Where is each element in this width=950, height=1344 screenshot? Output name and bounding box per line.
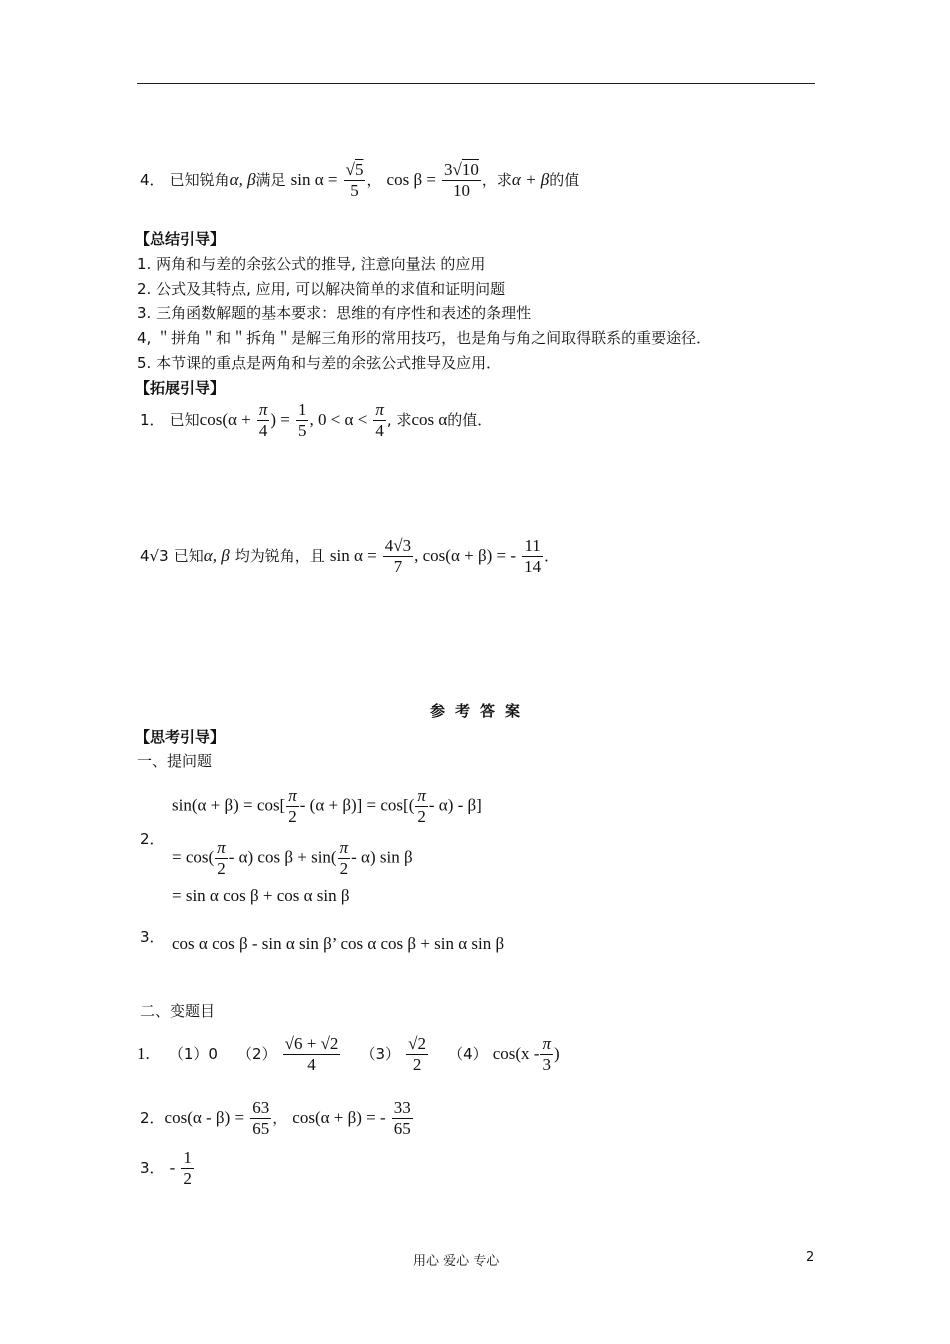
header-rule: [137, 83, 815, 84]
q3-answer: cos α cos β - sin α sin β’ cos α cos β + sin α sin β: [172, 934, 505, 953]
fraction-sqrt2-over-2: $\frac{√2}{2}$: [408, 1034, 426, 1074]
answers-title: 参考答案: [430, 702, 531, 720]
fraction-1-over-2: $\frac{1}{2}$: [183, 1148, 192, 1188]
summary-heading: 【总结引导】: [135, 230, 226, 248]
part-2-label: 二、变题目: [140, 1002, 216, 1020]
fraction-63-over-65: $\frac{63}{65}$: [252, 1098, 270, 1138]
summary-item-5: 5. 本节课的重点是两角和与差的余弦公式推导及应用．: [137, 354, 502, 372]
footer-motto: 用心 爱心 专心: [413, 1254, 500, 1269]
q2-number: 2．: [140, 830, 165, 848]
think-heading: 【思考引导】: [135, 728, 226, 746]
fraction-1-over-5: $\frac{1}{5}$: [297, 400, 307, 440]
cos-expr: cos β =: [386, 170, 436, 189]
problem-number: 4．: [140, 171, 165, 189]
fraction-11-over-14: $\frac{11}{14}$: [524, 536, 542, 576]
fraction-sqrt6-plus-sqrt2-over-4: $\frac{√6 + √2}{4}$: [284, 1034, 339, 1074]
fraction-33-over-65: $\frac{33}{65}$: [393, 1098, 411, 1138]
vars: α, β: [229, 170, 256, 189]
v2-answer: 2．cos(α - β) = $\frac{63}{65}$ ， cos(α + β) = - $\frac{33}{65}$: [140, 1098, 411, 1138]
fraction-4sqrt3-over-7: $\frac{4√3}{7}$: [384, 536, 412, 576]
q2-line-1: sin(α + β) = cos[ $\frac{\pi}{2}$ - (α + β)] = cos[( $\frac{\pi}{2}$ - α) - β]: [172, 786, 482, 826]
v1-answer: 1. （1）0 （2） $\frac{√6 + √2}{4}$ （3） $\frac{√2}{2}$ （4） cos(x - $\frac{\pi}{3}$ ): [137, 1034, 560, 1074]
q2-line-3: = sin α cos β + cos α sin β: [172, 886, 350, 905]
q2-line-2: = cos( $\frac{\pi}{2}$ - α) cos β + sin( $\frac{\pi}{2}$ - α) sin β: [172, 838, 413, 878]
problem-4: 4． 已知锐角α, β满足 sin α = $\frac{√5}{5}$ ， cos β = $\frac{3√10}{10}$ ，求α + β的值: [140, 160, 580, 200]
summary-item-1: 1. 两角和与差的余弦公式的推导, 注意向量法 的应用: [137, 255, 486, 273]
fraction-pi-over-4: $\frac{\pi}{4}$: [258, 400, 268, 440]
extend-problem-1: 1． 已知cos(α + $\frac{\pi}{4}$ ) = $\frac{1}{5}$ , 0 < α < $\frac{\pi}{4}$ , 求cos α的值．: [140, 400, 493, 440]
sin-expr: sin α =: [290, 170, 338, 189]
summary-item-4: 4, ＂拼角＂和＂拆角＂是解三角形的常用技巧，也是角与角之间取得联系的重要途径．: [137, 329, 712, 347]
fraction-sqrt5-over-5: $\frac{√5}{5}$: [345, 160, 364, 200]
part-1-label: 一、提问题: [137, 752, 213, 770]
summary-item-3: 3. 三角函数解题的基本要求：思维的有序性和表述的条理性: [137, 304, 532, 322]
fraction-3sqrt10-over-10: $\frac{3√10}{10}$: [444, 160, 479, 200]
v3-answer: 3． - $\frac{1}{2}$: [140, 1148, 192, 1188]
page-number: 2: [806, 1250, 815, 1265]
extend-heading: 【拓展引导】: [135, 379, 226, 397]
extend-problem-2: 4√3 已知α, β 均为锐角，且 sin α = $\frac{4√3}{7}$ , cos(α + β) = - $\frac{11}{14}$ ．: [140, 536, 560, 576]
fraction-pi-over-4-b: $\frac{\pi}{4}$: [375, 400, 384, 440]
summary-item-2: 2. 公式及其特点, 应用, 可以解决简单的求值和证明问题: [137, 280, 506, 298]
q3-number: 3．: [140, 928, 165, 946]
